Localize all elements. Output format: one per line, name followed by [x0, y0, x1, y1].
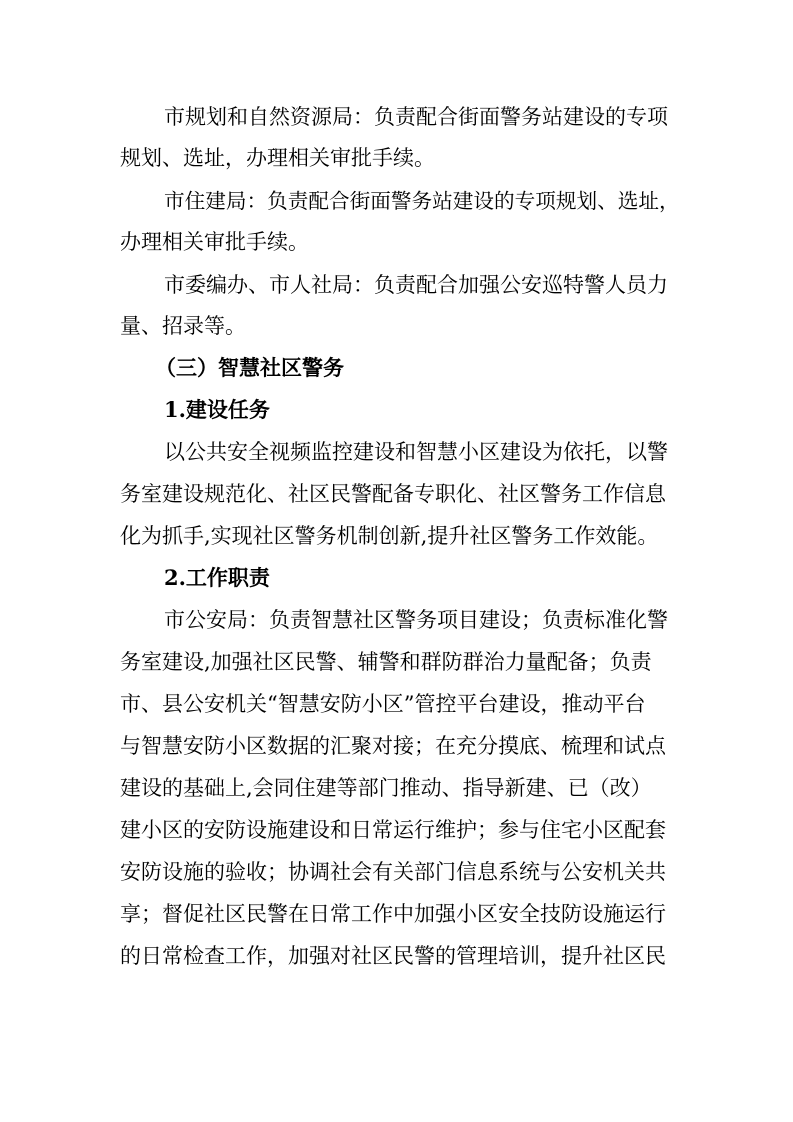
text-line: 办理相关审批手续。: [120, 230, 309, 254]
text-line: 化为抓手,实现社区警务机制创新,提升社区警务工作效能。: [120, 524, 659, 548]
text-line: 市规划和自然资源局：负责配合街面警务站建设的专项: [164, 105, 668, 129]
text-line: 建小区的安防设施建设和日常运行维护；参与住宅小区配套: [120, 818, 666, 842]
text-line: 市委编办、市人社局：负责配合加强公安巡特警人员力: [164, 273, 668, 297]
section-heading: （三）智慧社区警务: [155, 355, 344, 380]
text-line: 以公共安全视频监控建设和智慧小区建设为依托，以警: [164, 440, 668, 464]
text-line: 务室建设规范化、社区民警配备专职化、社区警务工作信息: [120, 482, 666, 506]
text-line: 规划、选址，办理相关审批手续。: [120, 146, 435, 170]
text-line: 与智慧安防小区数据的汇聚对接；在充分摸底、梳理和试点: [120, 734, 666, 758]
text-line: 建设的基础上,会同住建等部门推动、指导新建、已（改）: [120, 776, 652, 800]
text-line: 市住建局：负责配合街面警务站建设的专项规划、选址，: [164, 189, 680, 213]
subsection-heading: 2.工作职责: [164, 565, 270, 590]
text-line: 安防设施的验收；协调社会有关部门信息系统与公安机关共: [120, 860, 666, 884]
text-line: 享；督促社区民警在日常工作中加强小区安全技防设施运行: [120, 902, 666, 926]
text-line: 量、招录等。: [120, 314, 246, 338]
subsection-heading: 1.建设任务: [164, 397, 270, 422]
text-line: 市公安局：负责智慧社区警务项目建设；负责标准化警: [164, 608, 668, 632]
text-line: 务室建设,加强社区民警、辅警和群防群治力量配备；负责: [120, 650, 652, 674]
text-line: 的日常检查工作，加强对社区民警的管理培训，提升社区民: [120, 944, 666, 968]
text-line: 市、县公安机关“智慧安防小区”管控平台建设，推动平台: [120, 692, 646, 716]
